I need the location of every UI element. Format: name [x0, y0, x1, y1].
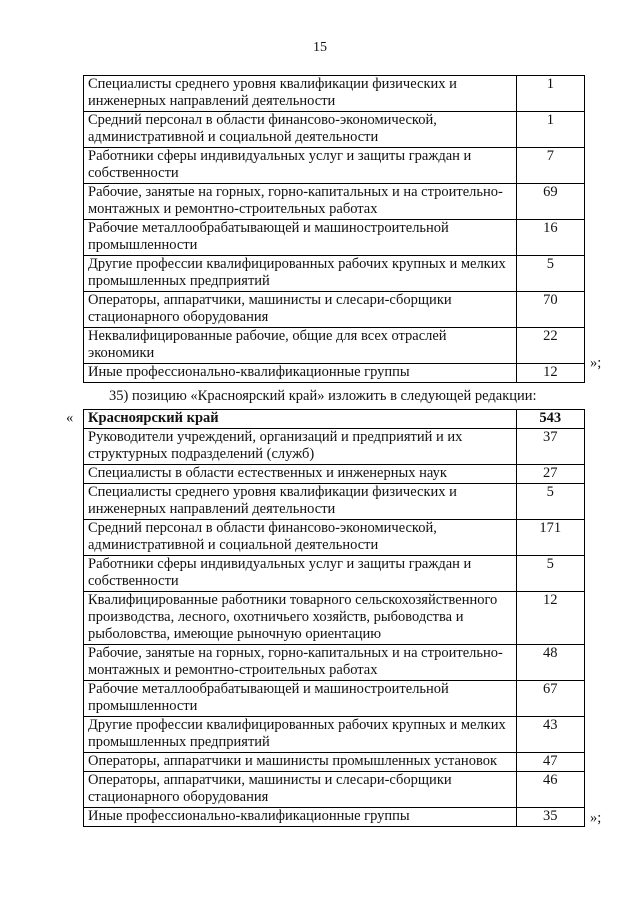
- occupation-name: Работники сферы индивидуальных услуг и защиты граждан и собственности: [84, 148, 517, 184]
- table-row: [84, 645, 585, 681]
- table-row: [84, 520, 585, 556]
- table-row: [84, 772, 585, 808]
- occupation-name: Операторы, аппаратчики, машинисты и слесари-сборщики стационарного оборудования: [84, 772, 517, 808]
- table-row: [84, 465, 585, 484]
- occupation-count: 47: [516, 753, 584, 772]
- occupation-count: 69: [516, 184, 584, 220]
- occupation-name: Неквалифицированные рабочие, общие для всех отраслей экономики: [84, 328, 517, 364]
- table-row: [84, 148, 585, 184]
- occupation-name: Другие профессии квалифицированных рабочих крупных и мелких промышленных предприятий: [84, 717, 517, 753]
- occupation-count: 46: [516, 772, 584, 808]
- table-row: [84, 184, 585, 220]
- occupation-count: 1: [516, 76, 584, 112]
- occupation-name: Рабочие металлообрабатывающей и машиностроительной промышленности: [84, 220, 517, 256]
- occupation-count: 27: [516, 465, 584, 484]
- occupation-name: Работники сферы индивидуальных услуг и защиты граждан и собственности: [84, 556, 517, 592]
- occupation-count: 48: [516, 645, 584, 681]
- amendment-intro: 35) позицию «Красноярский край» изложить в следующей редакции:: [109, 388, 537, 404]
- table-row: [84, 556, 585, 592]
- closing-quote: »;: [590, 355, 602, 371]
- table-row: [84, 292, 585, 328]
- occupation-count: 16: [516, 220, 584, 256]
- table-row: [84, 328, 585, 364]
- occupation-count: 5: [516, 556, 584, 592]
- occupation-name: Специалисты в области естественных и инженерных наук: [84, 465, 517, 484]
- occupation-name: Другие профессии квалифицированных рабочих крупных и мелких промышленных предприятий: [84, 256, 517, 292]
- occupation-count: 12: [516, 592, 584, 645]
- occupation-name: Руководители учреждений, организаций и предприятий и их структурных подразделений (служб): [84, 429, 517, 465]
- table-row: [84, 429, 585, 465]
- table-row: [84, 112, 585, 148]
- closing-quote: »;: [590, 810, 602, 826]
- table-row: [84, 364, 585, 383]
- occupation-count: 70: [516, 292, 584, 328]
- occupation-name: Иные профессионально-квалификационные группы: [84, 808, 517, 827]
- occupation-name: Специалисты среднего уровня квалификации физических и инженерных направлений деятельности: [84, 484, 517, 520]
- occupation-table-previous: [83, 75, 585, 383]
- occupation-count: 37: [516, 429, 584, 465]
- table-row: [84, 256, 585, 292]
- table-row: [84, 753, 585, 772]
- occupation-count: 43: [516, 717, 584, 753]
- occupation-name: Рабочие, занятые на горных, горно-капитальных и на строительно-монтажных и ремонтно-строительных работах: [84, 645, 517, 681]
- table-row: [84, 808, 585, 827]
- occupation-count: 5: [516, 256, 584, 292]
- occupation-name: Операторы, аппаратчики, машинисты и слесари-сборщики стационарного оборудования: [84, 292, 517, 328]
- opening-quote: «: [66, 410, 74, 426]
- occupation-count: 35: [516, 808, 584, 827]
- occupation-name: Рабочие, занятые на горных, горно-капитальных и на строительно-монтажных и ремонтно-строительных работах: [84, 184, 517, 220]
- table-row: [84, 592, 585, 645]
- occupation-count: 1: [516, 112, 584, 148]
- occupation-name: Специалисты среднего уровня квалификации физических и инженерных направлений деятельности: [84, 76, 517, 112]
- table-row: [84, 220, 585, 256]
- occupation-count: 7: [516, 148, 584, 184]
- occupation-count: 5: [516, 484, 584, 520]
- occupation-count: 67: [516, 681, 584, 717]
- table-row: [84, 681, 585, 717]
- occupation-name: Операторы, аппаратчики и машинисты промышленных установок: [84, 753, 517, 772]
- occupation-name: Иные профессионально-квалификационные группы: [84, 364, 517, 383]
- occupation-count: 171: [516, 520, 584, 556]
- occupation-name: Средний персонал в области финансово-экономической, административной и социальной деятельности: [84, 112, 517, 148]
- region-name: Красноярский край: [84, 410, 517, 429]
- occupation-count: 12: [516, 364, 584, 383]
- occupation-table-krasnoyarsk: [83, 409, 585, 827]
- page-number: 15: [313, 40, 327, 55]
- region-total: 543: [516, 410, 584, 429]
- table-row: [84, 76, 585, 112]
- table-header-row: [84, 410, 585, 429]
- occupation-count: 22: [516, 328, 584, 364]
- occupation-name: Средний персонал в области финансово-экономической, административной и социальной деятельности: [84, 520, 517, 556]
- occupation-name: Рабочие металлообрабатывающей и машиностроительной промышленности: [84, 681, 517, 717]
- table-row: [84, 484, 585, 520]
- occupation-name: Квалифицированные работники товарного сельскохозяйственного производства, лесного, охотничьего хозяйств, рыбоводства и рыболовства, имеющие рыночную ориентацию: [84, 592, 517, 645]
- table-row: [84, 717, 585, 753]
